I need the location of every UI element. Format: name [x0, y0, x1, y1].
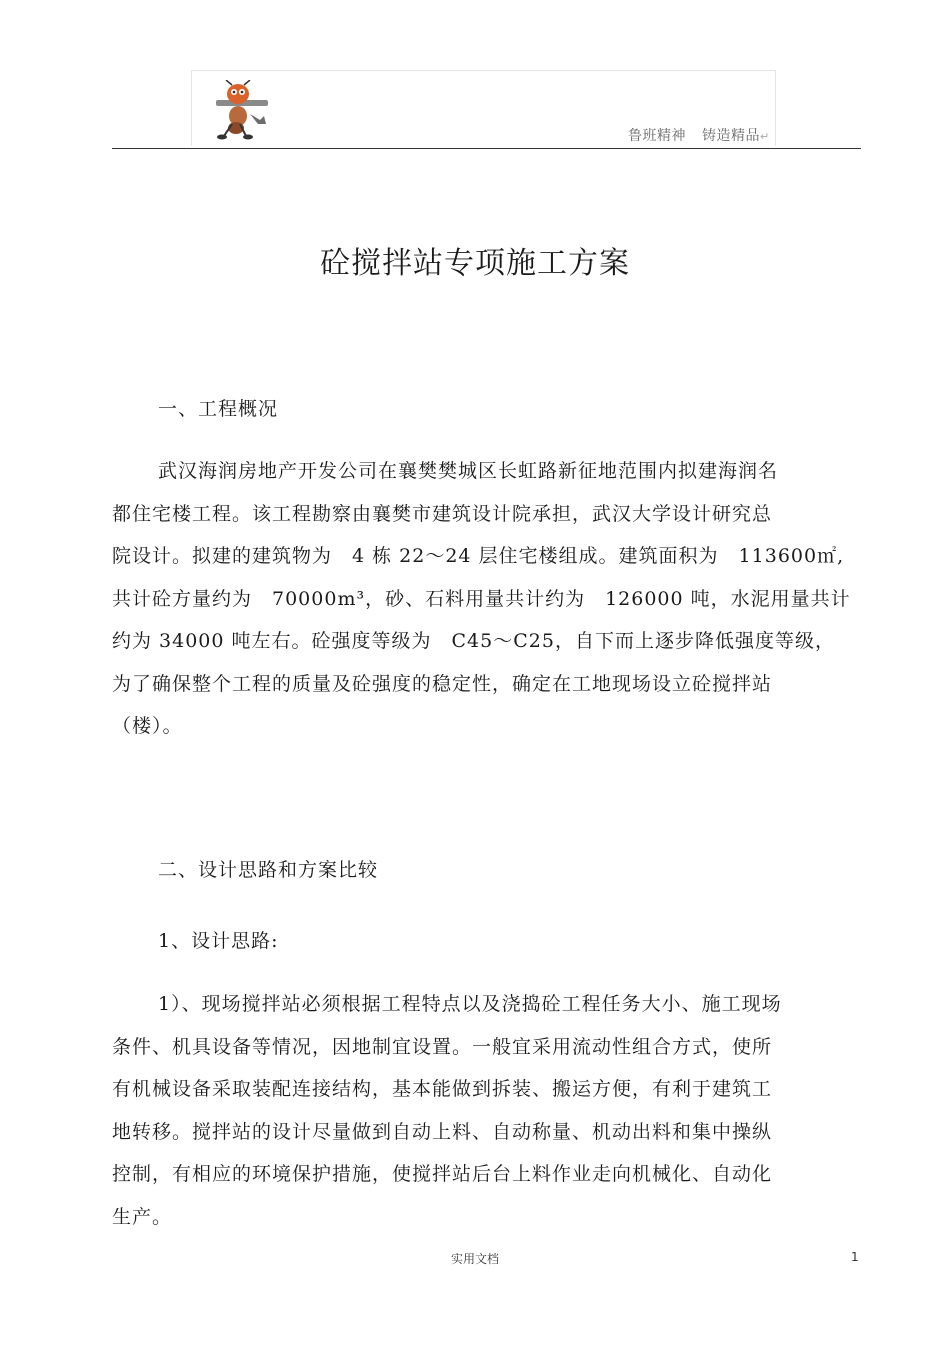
section1-line: 约为 34000 吨左右。砼强度等级为 C45～C25，自下而上逐步降低强度等级， [112, 630, 835, 652]
document-title: 砼搅拌站专项施工方案 [320, 246, 630, 281]
item1-line: 有机械设备采取装配连接结构，基本能做到拆装、搬运方便，有利于建筑工 [112, 1078, 773, 1100]
subsection1-heading: 1、设计思路: [158, 930, 279, 952]
item1-line: 1）、现场搅拌站必须根据工程特点以及浇捣砼工程任务大小、施工现场 [158, 993, 782, 1015]
paragraph-mark: ↵ [760, 130, 770, 143]
section1-line: 都住宅楼工程。该工程勘察由襄樊市建筑设计院承担，武汉大学设计研究总 [112, 502, 773, 525]
header-divider [112, 148, 861, 149]
item1-line: 条件、机具设备等情况，因地制宜设置。一般宜采用流动性组合方式，使所 [112, 1035, 773, 1058]
item1-line: 地转移。搅拌站的设计尽量做到自动上料、自动称量、机动出料和集中操纵 [112, 1120, 773, 1143]
section1-line: 院设计。拟建的建筑物为 4 栋 22～24 层住宅楼组成。建筑面积为 113600㎡, [112, 545, 845, 567]
item1-paragraph [112, 983, 857, 1238]
ant-worker-logo-icon [210, 80, 274, 142]
section1-line: 共计砼方量约为 70000m³，砂、石料用量共计约为 126000 吨，水泥用量共计 [112, 587, 851, 610]
footer-label: 实用文档 [450, 1252, 499, 1266]
section1-line: 武汉海润房地产开发公司在襄樊樊城区长虹路新征地范围内拟建海润名 [158, 460, 779, 482]
slogan-part1: 鲁班精神 [628, 128, 686, 144]
slogan-part2: 铸造精品 [702, 128, 760, 144]
section1-heading: 一、工程概况 [158, 398, 279, 420]
section1-paragraph [112, 450, 857, 748]
page-number: 1 [851, 1250, 859, 1264]
header-slogan [628, 125, 770, 145]
item1-line: 生产。 [112, 1205, 173, 1228]
item1-line: 控制，有相应的环境保护措施，使搅拌站后台上料作业走向机械化、自动化 [112, 1163, 773, 1185]
section1-line: 为了确保整个工程的质量及砼强度的稳定性，确定在工地现场设立砼搅拌站 [112, 672, 773, 695]
section1-line: （楼）。 [112, 715, 183, 737]
section2-heading: 二、设计思路和方案比较 [158, 859, 379, 881]
